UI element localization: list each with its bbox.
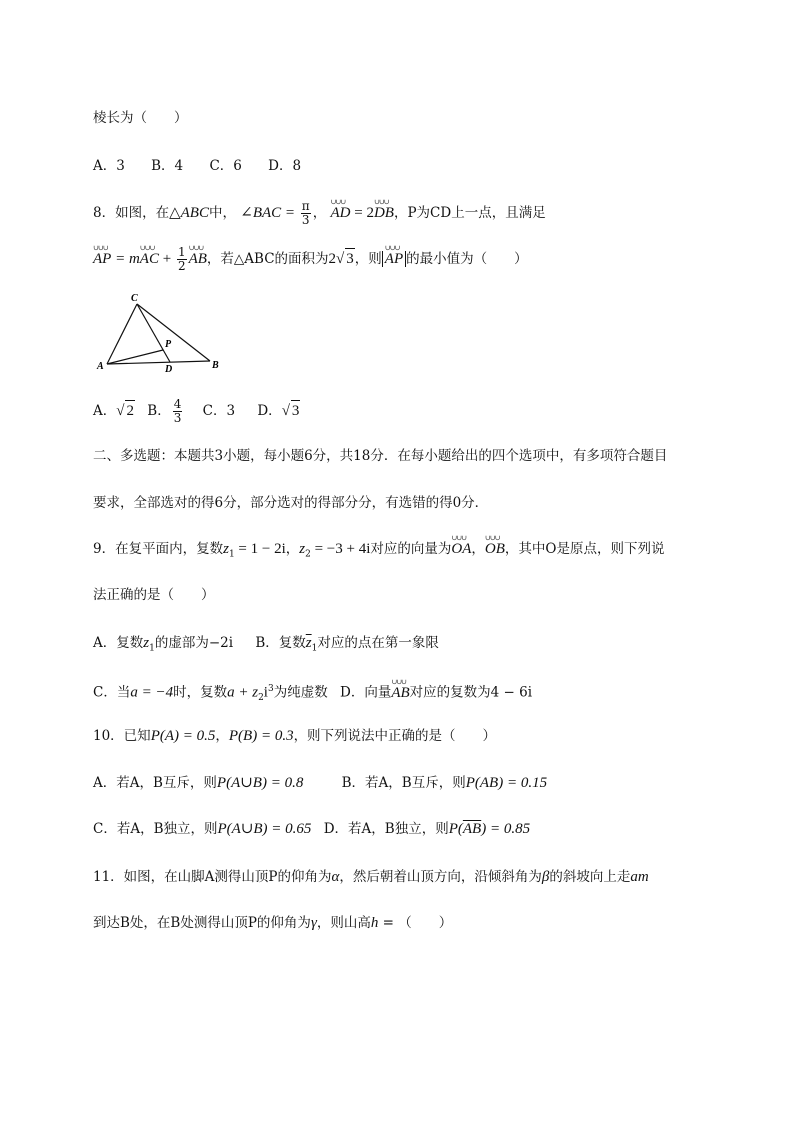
label-p: P — [165, 339, 172, 350]
q9-stem-line1: 9．在复平面内，复数$z_1 = 1 - 2i$，$z_2 = -3 + 4i$对应的向量为∪∪∪ OA，∪∪∪ OB，其中O是原点，则下列说 — [93, 539, 664, 559]
segment-cd — [137, 304, 170, 362]
q7-option-c: C．6 — [209, 158, 242, 174]
q10-options-cd: C．若A，B独立，则P(A∪B) = 0.65 D．若A，B独立，则$P(\overline{AB}) = 0.85$ — [93, 821, 531, 837]
q11-stem-line1: 11．如图，在山脚A测得山顶P的仰角为α，然后朝着山顶方向，沿倾斜角为β的斜坡向上走am — [93, 869, 649, 885]
label-c: C — [131, 293, 138, 304]
label-b: B — [212, 360, 219, 371]
pi-over-3-fraction: $\frac{\pi}{3}$ — [301, 199, 310, 227]
side-cb — [137, 304, 210, 361]
triangle-figure — [95, 290, 225, 375]
label-d: D — [165, 364, 173, 375]
q10-stem: 10．已知P(A) = 0.5，P(B) = 0.3，则下列说法中正确的是（ ） — [93, 728, 497, 744]
q11-stem-line2: 到达B处，在B处测得山顶P的仰角为γ，则山高h = （ ） — [93, 915, 453, 931]
section2-line1: 二、多选题：本题共3小题，每小题6分，共18分．在每小题给出的四个选项中，有多项符合题目 — [93, 448, 668, 464]
q9-options-ab: A．复数$z_1$的虚部为−2i B．复数$\overline{z}_1$对应的点在第一象限 — [93, 635, 439, 654]
label-a: A — [97, 361, 104, 372]
q10-options-ab: A．若A，B互斥，则P(A∪B) = 0.8 B．若A，B互斥，则P(AB) = 0.15 — [93, 775, 548, 791]
q8-options: A．√ 2 B． $\frac{4}{3}$ C．3 D．√ 3 — [93, 397, 300, 425]
segment-ap — [107, 350, 163, 364]
q7-option-b: B．4 — [151, 158, 184, 174]
section2-line2: 要求，全部选对的得6分，部分选对的得部分分，有选错的得0分． — [93, 495, 489, 511]
q7-option-d: D．8 — [268, 158, 302, 174]
side-ab — [107, 361, 210, 364]
half-fraction: $\frac{1}{2}$ — [177, 245, 186, 273]
q8-stem-line2: ∪∪∪ AP = m∪∪∪ AC + $\frac{1}{2}$ ∪∪∪ AB，若△ABC的面积为2√ 3，则 ∪∪∪ AP 的最小值为（ ） — [93, 246, 528, 266]
q7-stem: 棱长为（ ） — [93, 110, 188, 126]
q7-options — [93, 156, 301, 176]
q9-options-cd: C．当a = −4时，复数$a + z_2i^3$为纯虚数 D．向量∪∪∪ AB对应的复数为4 − 6i — [93, 679, 532, 699]
q7-option-a: A．3 — [93, 158, 125, 174]
q8-stem-line1: 8．如图，在△ABC中， ∠BAC = $\frac{\pi}{3}$ ， ∪∪∪ AD = 2∪∪∪ DB，P为CD上一点，且满足 — [93, 200, 546, 220]
side-ca — [107, 304, 137, 364]
q9-stem-line2: 法正确的是（ ） — [93, 587, 215, 603]
